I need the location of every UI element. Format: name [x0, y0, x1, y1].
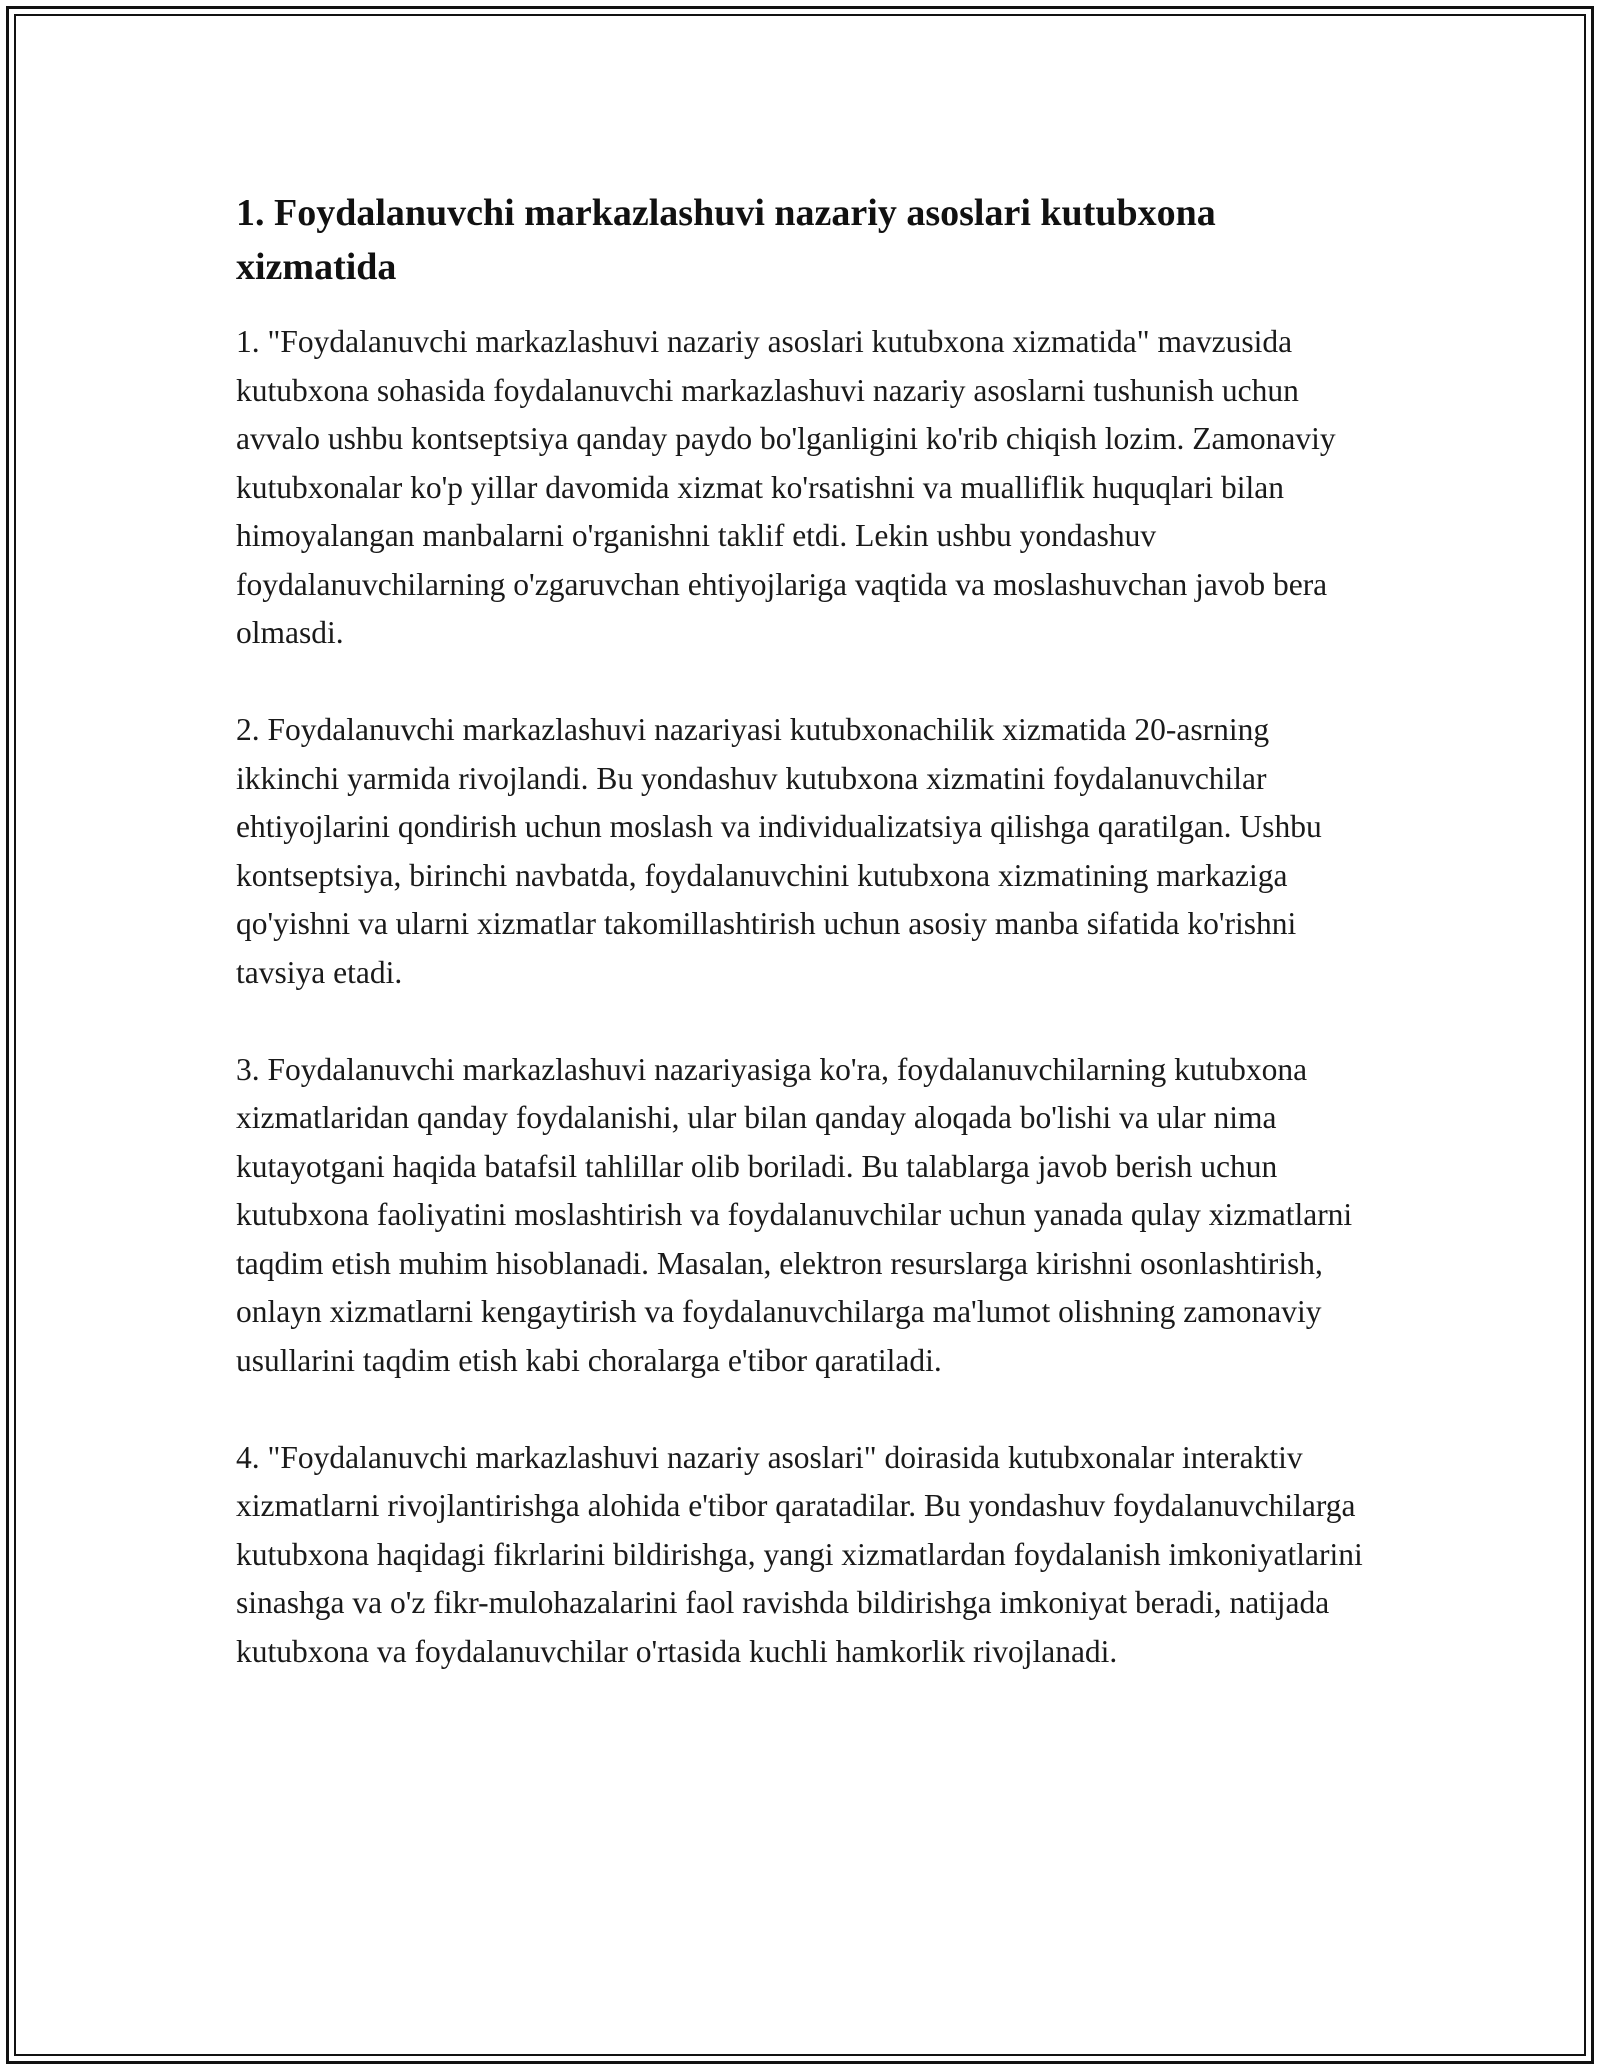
- document-title: 1. Foydalanuvchi markazlashuvi nazariy asoslari kutubxona xizmatida: [236, 192, 1216, 288]
- paragraph-3: 3. Foydalanuvchi markazlashuvi nazariyasiga ko'ra, foydalanuvchilarning kutubxona xizmatlaridan qanday foydalanishi, ular bilan qanday aloqada bo'lishi va ular nima kutayotgani haqida batafsil tahlillar olib boriladi. Bu talablarga javob berish uchun kutubxona faoliyatini moslashtirish va foydalanuvchilar uchun yanada qulay xizmatlarni taqdim etish muhim hisoblanadi. Masalan, elektron resurslarga kirishni osonlashtirish, onlayn xizmatlarni kengaytirish va foydalanuvchilarga ma'lumot olishning zamonaviy usullarini taqdim etish kabi choralarga e'tibor qaratiladi.: [236, 1051, 1353, 1378]
- paragraph-2: 2. Foydalanuvchi markazlashuvi nazariyasi kutubxonachilik xizmatida 20-asrning ikkinchi yarmida rivojlandi. Bu yondashuv kutubxona xizmatini foydalanuvchilar ehtiyojlarini qondirish uchun moslash va individualizatsiya qilishga qaratilgan. Ushbu kontseptsiya, birinchi navbatda, foydalanuvchini kutubxona xizmatining markaziga qo'yishni va ularni xizmatlar takomillashtirish uchun asosiy manba sifatida ko'rishni tavsiya etadi.: [236, 712, 1322, 990]
- paragraph-4: 4. "Foydalanuvchi markazlashuvi nazariy asoslari" doirasida kutubxonalar interaktiv xizmatlarni rivojlantirishga alohida e'tibor qaratadilar. Bu yondashuv foydalanuvchilarga kutubxona haqidagi fikrlarini bildirishga, yangi xizmatlardan foydalanish imkoniyatlarini sinashga va o'z fikr-mulohazalarini faol ravishda bildirishga imkoniyat beradi, natijada kutubxona va foydalanuvchilar o'rtasida kuchli hamkorlik rivojlanadi.: [236, 1439, 1363, 1669]
- paragraph-1: 1. "Foydalanuvchi markazlashuvi nazariy asoslari kutubxona xizmatida" mavzusida kutubxona sohasida foydalanuvchi markazlashuvi nazariy asoslarni tushunish uchun avvalo ushbu kontseptsiya qanday paydo bo'lganligini ko'rib chiqish lozim. Zamonaviy kutubxonalar ko'p yillar davomida xizmat ko'rsatishni va mualliflik huquqlari bilan himoyalangan manbalarni o'rganishni taklif etdi. Lekin ushbu yondashuv foydalanuvchilarning o'zgaruvchan ehtiyojlariga vaqtida va moslashuvchan javob bera olmasdi.: [236, 324, 1336, 650]
- document-body: [236, 186, 1366, 1725]
